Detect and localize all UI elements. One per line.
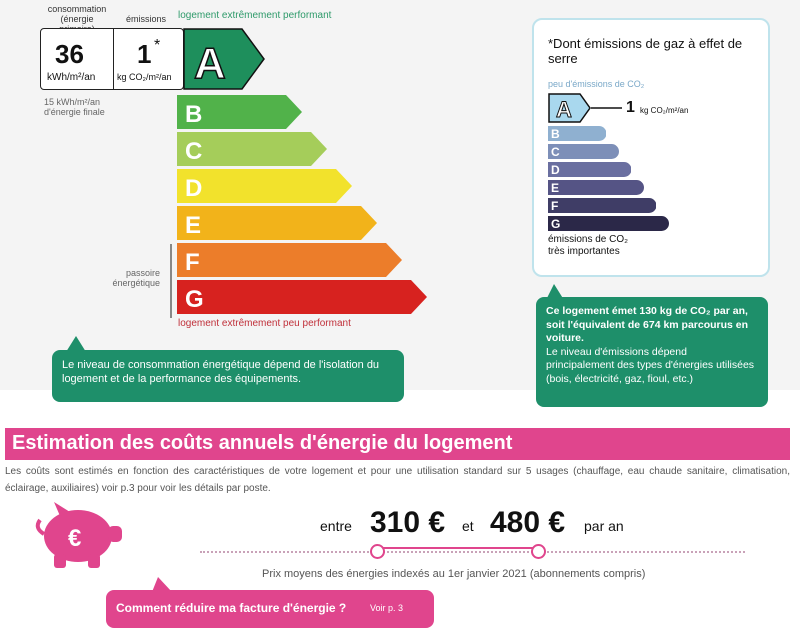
price-between-label: entre xyxy=(320,518,352,534)
callout-right-text: Le niveau d'émissions dépend principalement des types d'énergies utilisées (bois, électricité, gaz, fioul, etc.) xyxy=(546,345,755,385)
co2-class-letter-e: E xyxy=(551,181,560,195)
energy-class-letter-c: C xyxy=(185,138,203,165)
energy-class-letter-d: D xyxy=(185,175,203,202)
callout-right xyxy=(536,297,768,407)
energy-class-bar-f xyxy=(177,243,402,277)
co2-class-bar-c xyxy=(548,144,619,159)
costs-title: Estimation des coûts annuels d'énergie du logement xyxy=(12,432,513,454)
callout-left: Le niveau de consommation énergétique dépend de l'isolation du logement et de la performance des équipements. xyxy=(52,350,404,402)
costs-title-bar xyxy=(5,428,790,460)
price-high: 480 € xyxy=(490,506,566,539)
price-low: 310 € xyxy=(370,506,446,539)
co2-low-label: peu d'émissions de CO₂ xyxy=(548,79,645,89)
co2-class-bar-f xyxy=(548,198,656,213)
passoire-label: passoire énergétique xyxy=(112,268,160,288)
co2-high-label: émissions de CO₂ très importantes xyxy=(548,234,629,257)
co2-class-bar-e xyxy=(548,180,644,195)
co2-class-letter-c: C xyxy=(551,145,560,159)
price-range-line xyxy=(200,551,745,553)
co2-current-letter: A xyxy=(556,97,572,122)
emissions-header: émissions xyxy=(125,14,166,24)
co2-unit: kg CO₂/m²/an xyxy=(640,106,689,115)
reduce-bill-label: Comment réduire ma facture d'énergie ? xyxy=(116,601,347,615)
emissions-value: 1 xyxy=(137,39,152,69)
emissions-unit: kg CO₂/m²/an xyxy=(117,72,172,82)
consumption-header: consommation (énergie xyxy=(47,4,107,24)
co2-class-bar-b xyxy=(548,126,606,141)
emissions-star: * xyxy=(154,37,161,54)
energy-class-bar-e xyxy=(177,206,377,240)
co2-class-bar-d xyxy=(548,162,631,177)
co2-class-letter-b: B xyxy=(551,127,560,141)
energy-class-bar-c xyxy=(177,132,327,166)
price-and-label: et xyxy=(462,518,474,534)
current-class-arrow xyxy=(182,28,266,90)
top-performance-label: logement extrêmement performant xyxy=(178,10,332,21)
co2-class-letter-d: D xyxy=(551,163,560,177)
energy-class-letter-b: B xyxy=(185,101,203,128)
current-class-letter: A xyxy=(194,39,226,88)
energy-class-letter-g: G xyxy=(185,286,204,313)
co2-class-letter-g: G xyxy=(551,217,561,231)
consumption-value: 36 xyxy=(55,39,84,69)
energy-class-bar-d xyxy=(177,169,352,203)
price-per-year: par an xyxy=(584,518,624,534)
costs-description: Les coûts sont estimés en fonction des caractéristiques de votre logement et pour une utilisation standard sur 5 usages (chauffage, eau chaude sanitaire, climatisation, éclairage, auxiliaires) voir p.3 pour voir les détails par poste. xyxy=(5,466,790,494)
energy-class-letter-f: F xyxy=(185,249,200,276)
piggy-bank-icon xyxy=(30,498,126,570)
passoire-bracket xyxy=(170,244,172,318)
bottom-performance-label: logement extrêmement peu performant xyxy=(178,318,351,329)
energy-class-bar-g xyxy=(177,280,427,314)
consumption-unit: kWh/m²/an xyxy=(47,72,96,83)
energy-class-bar-b xyxy=(177,95,302,129)
co2-value: 1 xyxy=(626,99,635,116)
co2-class-bar-g xyxy=(548,216,669,231)
price-reference-note: Prix moyens des énergies indexés au 1er janvier 2021 (abonnements compris) xyxy=(262,568,646,580)
price-range-segment xyxy=(378,547,538,549)
callout-right-bold: Ce logement émet 130 kg de CO₂ par an, soit l'équivalent de 674 km parcourus en voiture. xyxy=(546,305,749,344)
price-high-marker xyxy=(531,544,546,559)
final-energy-note: 15 kWh/m²/an d'énergie finale xyxy=(44,97,105,117)
piggy-euro-symbol: € xyxy=(68,525,82,552)
co2-class-letter-f: F xyxy=(551,199,559,213)
energy-class-letter-e: E xyxy=(185,212,202,239)
co2-panel-title: *Dont émissions de gaz à effet de serre xyxy=(548,36,743,66)
co2-panel xyxy=(532,18,770,277)
box-divider xyxy=(113,29,114,89)
consumption-box xyxy=(40,28,184,90)
price-low-marker xyxy=(370,544,385,559)
reduce-bill-button[interactable] xyxy=(106,590,434,628)
reduce-bill-page-ref: Voir p. 3 xyxy=(370,603,404,613)
